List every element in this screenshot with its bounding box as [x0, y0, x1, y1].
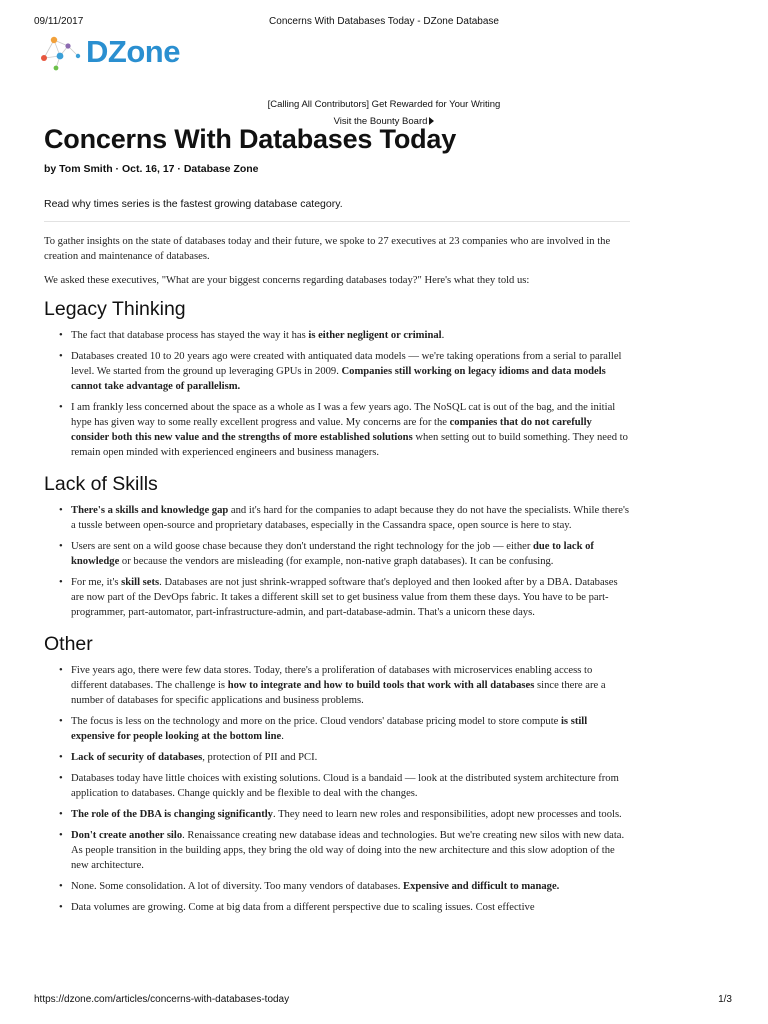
section-heading: Lack of Skills — [44, 473, 158, 495]
footer-url: https://dzone.com/articles/concerns-with-databases-today — [34, 994, 290, 1005]
item-text: Databases today have little choices with existing solutions. Cloud is a bandaid — look at the distributed system architecture from application to databases. Change quickly and be flexible to deal with the changes. — [71, 773, 619, 799]
article-byline: by Tom Smith · Oct. 16, 17 · Database Zone — [44, 163, 259, 175]
list-item — [44, 328, 630, 343]
item-text: The focus is less on the technology and more on the price. Cloud vendors' database pricing model to store compute — [71, 716, 561, 727]
list-item — [44, 750, 630, 765]
bullet-icon: • — [59, 773, 63, 784]
article-summary: Read why times series is the fastest growing database category. — [44, 198, 343, 210]
bullet-icon: • — [59, 752, 63, 763]
list-item — [44, 503, 630, 533]
item-emphasis: Lack of security of databases — [71, 752, 203, 763]
item-text: Five years ago, there were few data stores. Today, there's a proliferation of databases with microservices enabling access to different databases. The challenge is — [71, 665, 593, 691]
item-text: when setting out to build something. They need to remain open minded with experienced engineers and business managers. — [71, 432, 628, 458]
list-item — [44, 539, 630, 569]
item-emphasis: Don't create another silo — [71, 830, 183, 841]
logo-text: DZone — [86, 34, 180, 69]
item-text: . They need to learn new roles and responsibilities, adopt new processes and tools. — [272, 809, 622, 820]
bullet-list — [44, 503, 630, 620]
item-emphasis: is still expensive for people looking at the bottom line — [71, 716, 588, 742]
item-text: Databases created 10 to 20 years ago were created with antiquated data models — we're taking operations from a serial to parallel level. We started from the ground up leveraging GPUs in 2009. — [71, 351, 622, 377]
bullet-icon: • — [59, 665, 63, 676]
sections — [44, 297, 630, 915]
list-item — [44, 771, 630, 801]
item-emphasis: due to lack of knowledge — [71, 541, 594, 567]
bullet-icon: • — [59, 330, 63, 341]
print-page-title: Concerns With Databases Today - DZone Database — [269, 16, 499, 27]
item-emphasis: companies that do not carefully consider both this new value and the strengths of more established solutions — [71, 417, 592, 443]
item-text: . Renaissance creating new database ideas and technologies. But we're creating new silos with new data. As people transition in the building apps, they bring the old way of doing into the new architecture and this slow adoption of the new architecture. — [71, 830, 625, 871]
bullet-icon: • — [59, 402, 63, 413]
bullet-icon: • — [59, 902, 63, 913]
item-text: I am frankly less concerned about the space as a whole as I was a few years ago. The NoSQL cat is out of the bag, and the initial hype has given way to some really excellent progress and value. My concerns are for the — [71, 402, 616, 428]
bullet-icon: • — [59, 505, 63, 516]
item-text: and it's hard for the companies to adapt because they do not have the specialists. While there's a tussle between open-source and proprietary databases, especially in the Cassandra space, open source is here to stay. — [71, 505, 630, 531]
list-item — [44, 807, 630, 822]
list-item — [44, 714, 630, 744]
divider — [44, 221, 630, 222]
bullet-icon: • — [59, 716, 63, 727]
bounty-headline[interactable]: [Calling All Contributors] Get Rewarded for Your Writing — [267, 99, 501, 110]
item-text: The fact that database process has stayed the way it has — [71, 330, 309, 341]
section-heading: Legacy Thinking — [44, 298, 186, 320]
list-item — [44, 575, 630, 620]
item-text: . — [441, 330, 445, 341]
item-emphasis: The role of the DBA is changing significantly — [71, 809, 273, 820]
bullet-icon: • — [59, 541, 63, 552]
list-item — [44, 400, 630, 460]
list-item — [44, 828, 630, 873]
network-dots-icon — [38, 32, 84, 72]
item-emphasis: Expensive and difficult to manage. — [403, 881, 560, 892]
page-number: 1/3 — [718, 994, 732, 1005]
article-body — [44, 234, 630, 927]
list-item — [44, 900, 630, 915]
bullet-list — [44, 328, 630, 460]
bullet-icon: • — [59, 830, 63, 841]
item-text: or because the vendors are misleading (for example, non-native graph databases). It can be confusing. — [119, 556, 554, 567]
bullet-icon: • — [59, 809, 63, 820]
item-emphasis: skill sets — [121, 577, 160, 588]
bullet-icon: • — [59, 577, 63, 588]
list-item — [44, 879, 630, 894]
item-text: , protection of PII and PCI. — [202, 752, 318, 763]
item-text: . Databases are not just shrink-wrapped software that's deployed and then looked after by a DBA. Databases are now part of the DevOps fabric. It takes a different skill set to get business value from them these days. You have to be part-programmer, part-automator, part-infrastructure-admin, and part-database-admin. That's a unicorn these days. — [71, 577, 618, 618]
item-emphasis: is either negligent or criminal — [308, 330, 442, 341]
bullet-icon: • — [59, 881, 63, 892]
dzone-logo[interactable] — [38, 30, 180, 74]
bounty-link-label: Visit the Bounty Board — [333, 116, 428, 127]
bullet-icon: • — [59, 351, 63, 362]
item-text: since there are a number of databases for specific applications and business problems. — [71, 680, 606, 706]
list-item — [44, 663, 630, 708]
intro-question: We asked these executives, "What are your biggest concerns regarding databases today?" Here's what they told us: — [44, 275, 530, 286]
section-heading: Other — [44, 633, 93, 655]
item-emphasis: how to integrate and how to build tools that work with all databases — [227, 680, 535, 691]
item-text: Users are sent on a wild goose chase because they don't understand the right technology for the job — either — [71, 541, 534, 552]
bullet-list — [44, 663, 630, 915]
item-text: For me, it's — [71, 577, 122, 588]
item-emphasis: Companies still working on legacy idioms and data models cannot take advantage of parallelism. — [71, 366, 606, 392]
list-item — [44, 349, 630, 394]
article-title: Concerns With Databases Today — [44, 124, 457, 154]
item-text: . — [281, 731, 284, 742]
item-text: Data volumes are growing. Come at big data from a different perspective due to scaling issues. Cost effective — [71, 902, 535, 913]
item-emphasis: There's a skills and knowledge gap — [71, 505, 229, 516]
item-text: None. Some consolidation. A lot of diversity. Too many vendors of databases. — [71, 881, 404, 892]
print-date: 09/11/2017 — [34, 16, 84, 27]
intro-paragraph: To gather insights on the state of databases today and their future, we spoke to 27 executives at 23 companies who are involved in the creation and maintenance of databases. — [44, 236, 611, 262]
